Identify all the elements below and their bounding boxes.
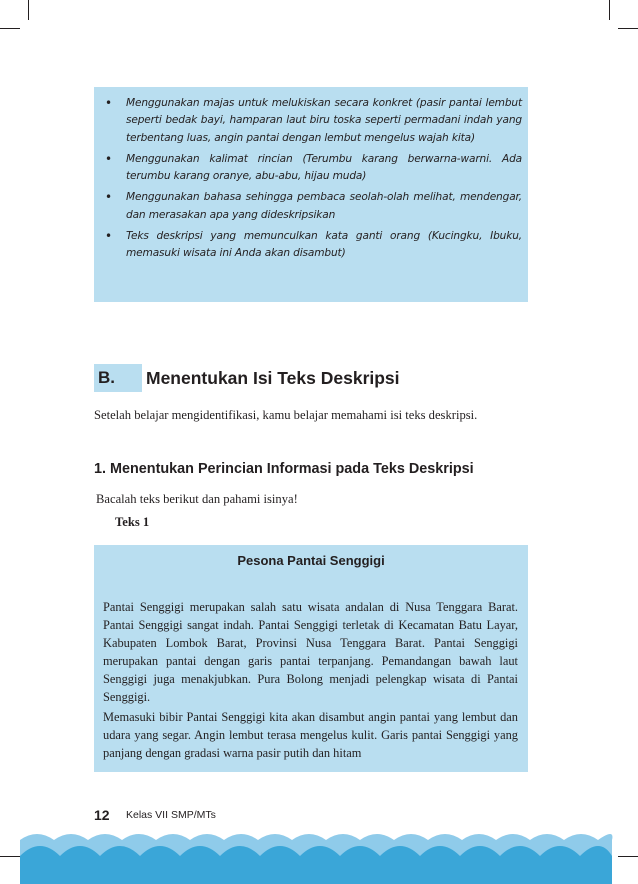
wave-decoration xyxy=(0,830,638,884)
bullet-icon: • xyxy=(105,190,112,205)
section-letter: B. xyxy=(94,364,142,392)
sub-heading: 1. Menentukan Perincian Informasi pada Teks Deskripsi xyxy=(94,461,474,477)
list-item-text: Teks deskripsi yang memunculkan kata ganti orang (Kucingku, Ibuku, memasuki wisata ini Anda akan disambut) xyxy=(126,230,522,260)
story-paragraph-1: Pantai Senggigi merupakan salah satu wisata andalan di Nusa Tenggara Barat. Pantai Senggigi sangat indah. Pantai Senggigi terletak di Kecamatan Batu Layar, Kabupaten Lombok Barat, Provinsi Nusa Tenggara Barat. Pantai Senggigi merupakan pantai dengan garis pantai terpanjang. Pemandangan bawah laut Senggigi juga menakjubkan. Pura Bolong menjadi pelengkap wisata di Pantai Senggigi. xyxy=(103,600,518,704)
list-item-text: Menggunakan kalimat rincian (Terumbu karang berwarna-warni. Ada terumbu karang oranye, abu-abu, hijau muda) xyxy=(126,152,522,183)
story-paragraph-2: Memasuki bibir Pantai Senggigi kita akan disambut angin pantai yang lembut dan udara yang segar. Angin lembut terasa mengelus kulit. Garis pantai Senggigi yang panjang dengan gradasi warna pasir putih dan hitam xyxy=(103,710,518,760)
story-title: Pesona Pantai Senggigi xyxy=(237,553,385,568)
bullet-icon: • xyxy=(105,229,112,244)
crop-mark-top-right-v xyxy=(609,0,610,20)
description-features-box xyxy=(94,87,528,302)
instruction-text: Bacalah teks berikut dan pahami isinya! xyxy=(96,492,298,506)
section-heading xyxy=(94,364,528,392)
bullet-icon: • xyxy=(105,151,112,166)
list-item-text: Menggunakan bahasa sehingga pembaca seolah-olah melihat, mendengar, dan merasakan apa yang dideskripsikan xyxy=(126,191,522,221)
list-item xyxy=(105,228,522,263)
wave-front-shape xyxy=(20,846,612,884)
page-footer-label: Kelas VII SMP/MTs xyxy=(126,809,216,821)
list-item-text: Menggunakan majas untuk melukiskan secara konkret (pasir pantai lembut seperti bedak bayi, hamparan laut biru toska seperti permadani indah yang terbentang luas, angin pantai dengan lembut mengelus wajah kita) xyxy=(126,97,522,144)
crop-mark-top-right-h xyxy=(618,28,638,29)
crop-mark-top-left-h xyxy=(0,28,20,29)
list-item xyxy=(105,189,522,224)
intro-paragraph: Setelah belajar mengidentifikasi, kamu belajar memahami isi teks deskripsi. xyxy=(94,408,478,422)
bullet-icon: • xyxy=(105,96,112,110)
crop-mark-top-left-v xyxy=(28,0,29,20)
section-title: Menentukan Isi Teks Deskripsi xyxy=(146,368,400,388)
list-item xyxy=(105,151,522,186)
features-list xyxy=(94,87,528,263)
text-label: Teks 1 xyxy=(115,515,150,529)
list-item xyxy=(105,95,522,147)
reading-text-box xyxy=(94,545,528,772)
page-number: 12 xyxy=(94,807,110,823)
